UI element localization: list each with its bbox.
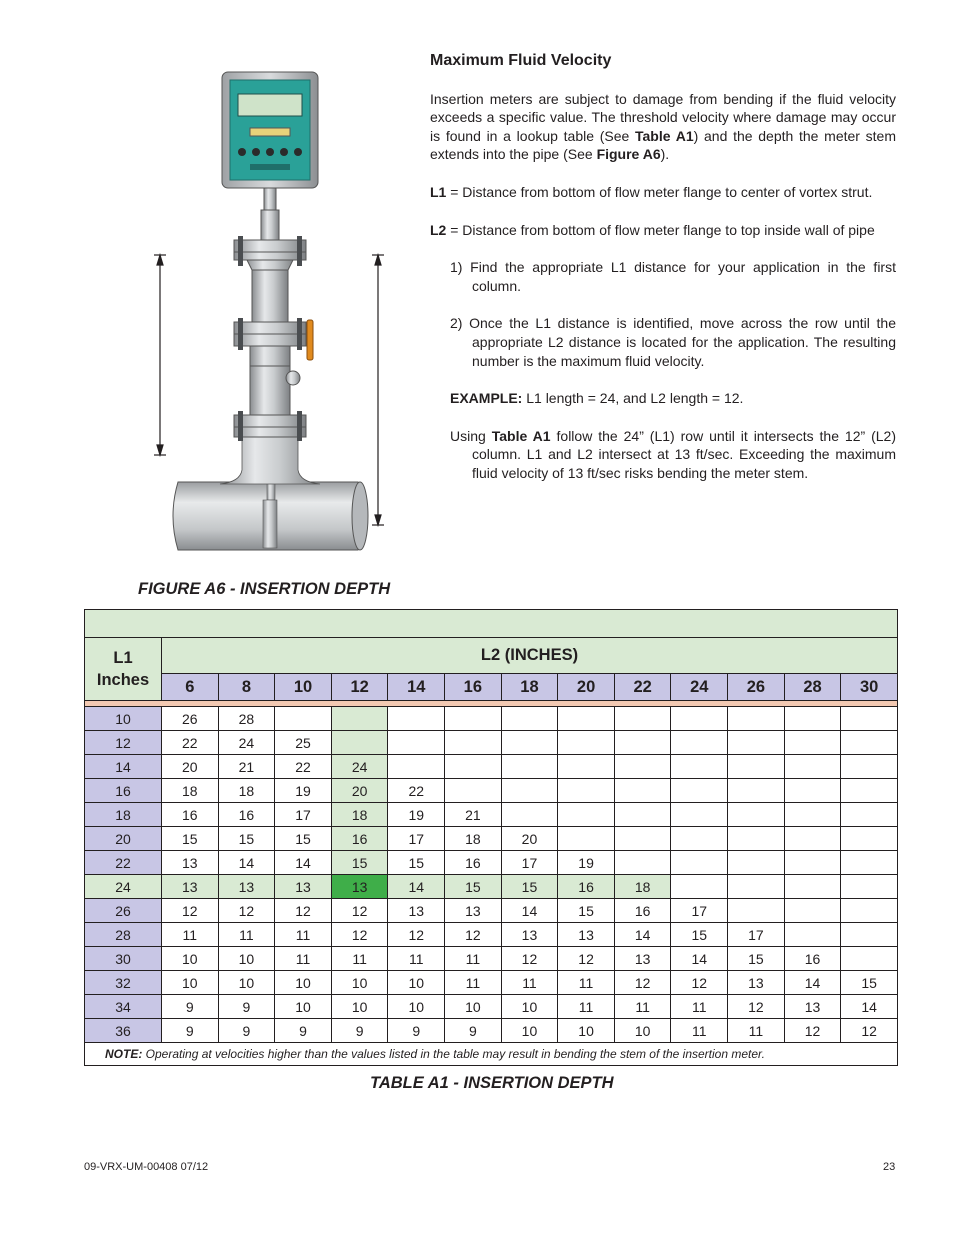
table-cell [784, 923, 841, 947]
table-cell: 21 [218, 755, 275, 779]
table-cell [784, 851, 841, 875]
table-cell [728, 779, 785, 803]
table-cell: 13 [445, 899, 502, 923]
table-cell: 22 [275, 755, 332, 779]
table-cell [671, 755, 728, 779]
table-cell: 10 [275, 995, 332, 1019]
column-header: 22 [614, 674, 671, 701]
table-cell [501, 803, 558, 827]
table-cell [558, 755, 615, 779]
table-cell [671, 827, 728, 851]
table-cell [614, 827, 671, 851]
row-header: 18 [85, 803, 162, 827]
table-cell [728, 755, 785, 779]
table-cell: 10 [388, 971, 445, 995]
table-cell: 20 [162, 755, 219, 779]
step-1: 1) Find the appropriate L1 distance for your application in the first column. [450, 259, 896, 294]
intro-text-1: Insertion meters are subject to damage from bending if the fluid velocity exceeds a specific value. The threshold velocity where damage may occur is found in a lookup table (See [430, 90, 896, 144]
table-cell: 14 [784, 971, 841, 995]
note-label: NOTE: [105, 1047, 143, 1061]
table-cell: 11 [275, 947, 332, 971]
row-header: 10 [85, 707, 162, 731]
table-cell: 24 [218, 731, 275, 755]
column-header: 16 [445, 674, 502, 701]
table-cell: 10 [162, 947, 219, 971]
table-cell [784, 707, 841, 731]
step-2: 2) Once the L1 distance is identified, move across the row until the appropriate L2 distance is located for the application. The resulting number is the maximum fluid velocity. [450, 315, 896, 369]
table-cell: 22 [388, 779, 445, 803]
table-cell: 11 [275, 923, 332, 947]
table-cell [671, 875, 728, 899]
table-cell: 11 [671, 995, 728, 1019]
table-cell [558, 707, 615, 731]
table-cell [445, 755, 502, 779]
table-cell: 14 [614, 923, 671, 947]
table-cell: 17 [388, 827, 445, 851]
table-body [85, 707, 898, 1043]
table-cell [614, 755, 671, 779]
table-cell [784, 755, 841, 779]
column-header: 30 [841, 674, 898, 701]
table-cell: 18 [445, 827, 502, 851]
table-cell [728, 875, 785, 899]
using-prefix: Using [450, 427, 492, 444]
table-cell [841, 851, 898, 875]
table-cell [728, 851, 785, 875]
table-cell [784, 731, 841, 755]
table-cell: 13 [614, 947, 671, 971]
table-note [85, 1043, 898, 1066]
table-cell: 11 [218, 923, 275, 947]
table-cell: 15 [331, 851, 388, 875]
table-cell: 10 [218, 947, 275, 971]
table-cell: 10 [558, 1019, 615, 1043]
row-header: 34 [85, 995, 162, 1019]
table-row [85, 971, 898, 995]
table-cell: 9 [218, 995, 275, 1019]
table-cell [841, 827, 898, 851]
table-cell [501, 731, 558, 755]
table-cell: 10 [331, 971, 388, 995]
table-cell: 13 [275, 875, 332, 899]
table-cell: 16 [784, 947, 841, 971]
table-cell: 15 [671, 923, 728, 947]
table-cell: 16 [445, 851, 502, 875]
table-cell: 13 [784, 995, 841, 1019]
table-cell: 15 [501, 875, 558, 899]
table-cell: 26 [162, 707, 219, 731]
table-cell: 20 [331, 779, 388, 803]
table-cell [331, 731, 388, 755]
table-cell [501, 755, 558, 779]
table-cell: 13 [162, 875, 219, 899]
table-cell [728, 899, 785, 923]
table-cell [671, 779, 728, 803]
row-header: 16 [85, 779, 162, 803]
example-text: L1 length = 24, and L2 length = 12. [522, 390, 744, 407]
table-cell [841, 875, 898, 899]
table-cell [728, 707, 785, 731]
row-header: 30 [85, 947, 162, 971]
table-cell [614, 707, 671, 731]
table-cell [728, 803, 785, 827]
row-header: 36 [85, 1019, 162, 1043]
table-cell: 18 [218, 779, 275, 803]
table-cell: 13 [218, 875, 275, 899]
table-cell: 15 [218, 827, 275, 851]
column-header: 10 [275, 674, 332, 701]
page-number: 23 [883, 1161, 896, 1173]
table-cell: 15 [162, 827, 219, 851]
table-cell: 11 [501, 971, 558, 995]
table-cell: 15 [841, 971, 898, 995]
table-row [85, 755, 898, 779]
table-cell: 12 [275, 899, 332, 923]
table-cell: 13 [331, 875, 388, 899]
table-cell [671, 731, 728, 755]
table-cell [728, 827, 785, 851]
intro-text-2: ) and the depth the meter stem extends into the pipe (See [430, 127, 896, 163]
table-cell: 28 [218, 707, 275, 731]
table-cell [784, 779, 841, 803]
table-cell: 10 [162, 971, 219, 995]
column-header: 26 [728, 674, 785, 701]
column-header: 28 [784, 674, 841, 701]
table-row [85, 827, 898, 851]
table-cell: 10 [501, 1019, 558, 1043]
table-cell: 16 [614, 899, 671, 923]
table-row [85, 995, 898, 1019]
example-label: EXAMPLE: [450, 390, 523, 407]
table-cell [558, 827, 615, 851]
table-cell [784, 827, 841, 851]
table-caption: TABLE A1 - INSERTION DEPTH [370, 1074, 614, 1092]
table-row [85, 707, 898, 731]
table-cell: 10 [614, 1019, 671, 1043]
column-header: 24 [671, 674, 728, 701]
table-cell: 16 [331, 827, 388, 851]
row-header: 12 [85, 731, 162, 755]
table-cell [388, 707, 445, 731]
table-cell: 11 [445, 947, 502, 971]
table-cell [671, 803, 728, 827]
table-cell [671, 707, 728, 731]
table-cell: 15 [445, 875, 502, 899]
table-row [85, 923, 898, 947]
using-text: follow the 24” (L1) row until it intersects the 12” (L2) column. L1 and L2 intersect at 13 ft/sec. Exceeding the maximum fluid velocity of 13 ft/sec risks bending the meter stem. [472, 427, 896, 481]
table-cell: 17 [501, 851, 558, 875]
table-top-band [84, 609, 898, 637]
table-cell [501, 707, 558, 731]
table-cell: 12 [728, 995, 785, 1019]
table-cell: 15 [388, 851, 445, 875]
intro-text-3: ). [660, 146, 670, 163]
table-cell: 14 [275, 851, 332, 875]
table-cell: 12 [784, 1019, 841, 1043]
table-cell: 14 [218, 851, 275, 875]
table-cell [728, 731, 785, 755]
table-cell: 16 [162, 803, 219, 827]
row-header: 22 [85, 851, 162, 875]
table-cell: 10 [388, 995, 445, 1019]
table-cell: 10 [275, 971, 332, 995]
document-id: 09-VRX-UM-00408 07/12 [84, 1161, 209, 1173]
column-header: 18 [501, 674, 558, 701]
table-cell [671, 851, 728, 875]
table-row [85, 803, 898, 827]
table-cell: 15 [275, 827, 332, 851]
table-cell [501, 779, 558, 803]
row-header: 32 [85, 971, 162, 995]
table-cell [841, 923, 898, 947]
table-cell: 19 [558, 851, 615, 875]
using-paragraph [430, 427, 896, 483]
l2-term: L2 [430, 221, 447, 238]
table-cell: 11 [558, 995, 615, 1019]
table-cell: 19 [388, 803, 445, 827]
velocity-table [84, 637, 898, 1066]
table-cell [558, 803, 615, 827]
table-cell [614, 779, 671, 803]
table-cell: 12 [331, 923, 388, 947]
table-cell: 10 [501, 995, 558, 1019]
table-cell: 24 [331, 755, 388, 779]
table-cell: 9 [388, 1019, 445, 1043]
table-cell [614, 731, 671, 755]
table-cell [445, 731, 502, 755]
velocity-table-wrapper [84, 609, 898, 1066]
table-cell: 21 [445, 803, 502, 827]
table-cell [388, 731, 445, 755]
row-header: 20 [85, 827, 162, 851]
figure-reference: Figure A6 [596, 146, 661, 163]
table-cell: 11 [162, 923, 219, 947]
table-cell [445, 779, 502, 803]
intro-paragraph [430, 90, 896, 164]
table-cell: 13 [388, 899, 445, 923]
table-cell: 12 [614, 971, 671, 995]
row-header: 28 [85, 923, 162, 947]
l1-term: L1 [430, 183, 447, 200]
table-cell: 11 [445, 971, 502, 995]
l2-definition-text: = Distance from bottom of flow meter flange to top inside wall of pipe [446, 221, 875, 238]
insertion-meter-illustration [150, 70, 400, 585]
column-header: 8 [218, 674, 275, 701]
table-cell: 25 [275, 731, 332, 755]
table-cell [841, 731, 898, 755]
table-cell [784, 899, 841, 923]
table-cell: 10 [218, 971, 275, 995]
table-cell: 16 [218, 803, 275, 827]
l1-header-line2: Inches [96, 671, 150, 689]
table-cell [331, 707, 388, 731]
column-header: 14 [388, 674, 445, 701]
table-cell: 9 [218, 1019, 275, 1043]
table-row [85, 851, 898, 875]
table-cell: 15 [728, 947, 785, 971]
table-cell: 15 [558, 899, 615, 923]
table-cell: 17 [671, 899, 728, 923]
table-cell: 11 [558, 971, 615, 995]
table-cell: 11 [728, 1019, 785, 1043]
table-cell: 9 [445, 1019, 502, 1043]
table-cell: 12 [218, 899, 275, 923]
table-row [85, 779, 898, 803]
table-row [85, 1019, 898, 1043]
table-row [85, 875, 898, 899]
using-table-reference: Table A1 [491, 427, 551, 444]
table-cell [275, 707, 332, 731]
table-cell [614, 851, 671, 875]
table-reference: Table A1 [635, 127, 694, 144]
table-cell: 13 [558, 923, 615, 947]
table-row [85, 947, 898, 971]
table-cell [784, 803, 841, 827]
table-cell: 12 [558, 947, 615, 971]
example [430, 389, 896, 408]
table-cell [445, 707, 502, 731]
table-cell: 18 [162, 779, 219, 803]
table-cell: 9 [275, 1019, 332, 1043]
table-cell: 12 [162, 899, 219, 923]
table-cell: 14 [501, 899, 558, 923]
table-cell: 13 [501, 923, 558, 947]
table-cell: 14 [671, 947, 728, 971]
table-cell: 12 [501, 947, 558, 971]
row-header: 14 [85, 755, 162, 779]
note-text: Operating at velocities higher than the values listed in the table may result in bending the stem of the insertion meter. [142, 1047, 765, 1061]
table-cell: 17 [275, 803, 332, 827]
row-header: 26 [85, 899, 162, 923]
l1-definition-text: = Distance from bottom of flow meter flange to center of vortex strut. [446, 183, 873, 200]
table-cell: 9 [162, 995, 219, 1019]
row-header: 24 [85, 875, 162, 899]
table-cell: 10 [331, 995, 388, 1019]
l1-header-line1: L1 [113, 649, 133, 667]
table-cell: 9 [162, 1019, 219, 1043]
table-cell: 18 [331, 803, 388, 827]
text-column [430, 52, 896, 502]
table-cell: 11 [388, 947, 445, 971]
table-cell [841, 947, 898, 971]
insertion-depth-figure [150, 70, 400, 585]
table-cell: 13 [728, 971, 785, 995]
table-cell: 9 [331, 1019, 388, 1043]
table-cell: 14 [388, 875, 445, 899]
table-cell [841, 899, 898, 923]
table-cell: 11 [614, 995, 671, 1019]
table-cell: 12 [841, 1019, 898, 1043]
section-heading: Maximum Fluid Velocity [430, 52, 612, 69]
table-cell: 18 [614, 875, 671, 899]
l2-header: L2 (INCHES) [162, 638, 898, 674]
table-cell: 11 [331, 947, 388, 971]
table-cell: 22 [162, 731, 219, 755]
l2-definition [430, 221, 896, 240]
table-cell [388, 755, 445, 779]
table-cell [841, 755, 898, 779]
table-cell: 13 [162, 851, 219, 875]
table-row [85, 899, 898, 923]
l1-definition [430, 183, 896, 202]
table-cell [841, 779, 898, 803]
table-cell: 10 [445, 995, 502, 1019]
table-cell [614, 803, 671, 827]
l1-header [85, 638, 162, 701]
table-cell [784, 875, 841, 899]
table-cell [841, 803, 898, 827]
column-header: 12 [331, 674, 388, 701]
table-cell [558, 779, 615, 803]
table-cell: 12 [671, 971, 728, 995]
note-row [85, 1043, 898, 1066]
table-cell: 11 [671, 1019, 728, 1043]
table-cell: 12 [388, 923, 445, 947]
table-cell: 12 [331, 899, 388, 923]
column-header: 20 [558, 674, 615, 701]
table-cell [841, 707, 898, 731]
table-cell: 19 [275, 779, 332, 803]
column-header: 6 [162, 674, 219, 701]
table-cell: 12 [445, 923, 502, 947]
table-row [85, 731, 898, 755]
table-cell [558, 731, 615, 755]
table-cell: 16 [558, 875, 615, 899]
table-cell: 20 [501, 827, 558, 851]
figure-caption: FIGURE A6 - INSERTION DEPTH [138, 580, 391, 598]
column-header-row [85, 674, 898, 701]
table-cell: 14 [841, 995, 898, 1019]
table-cell: 17 [728, 923, 785, 947]
